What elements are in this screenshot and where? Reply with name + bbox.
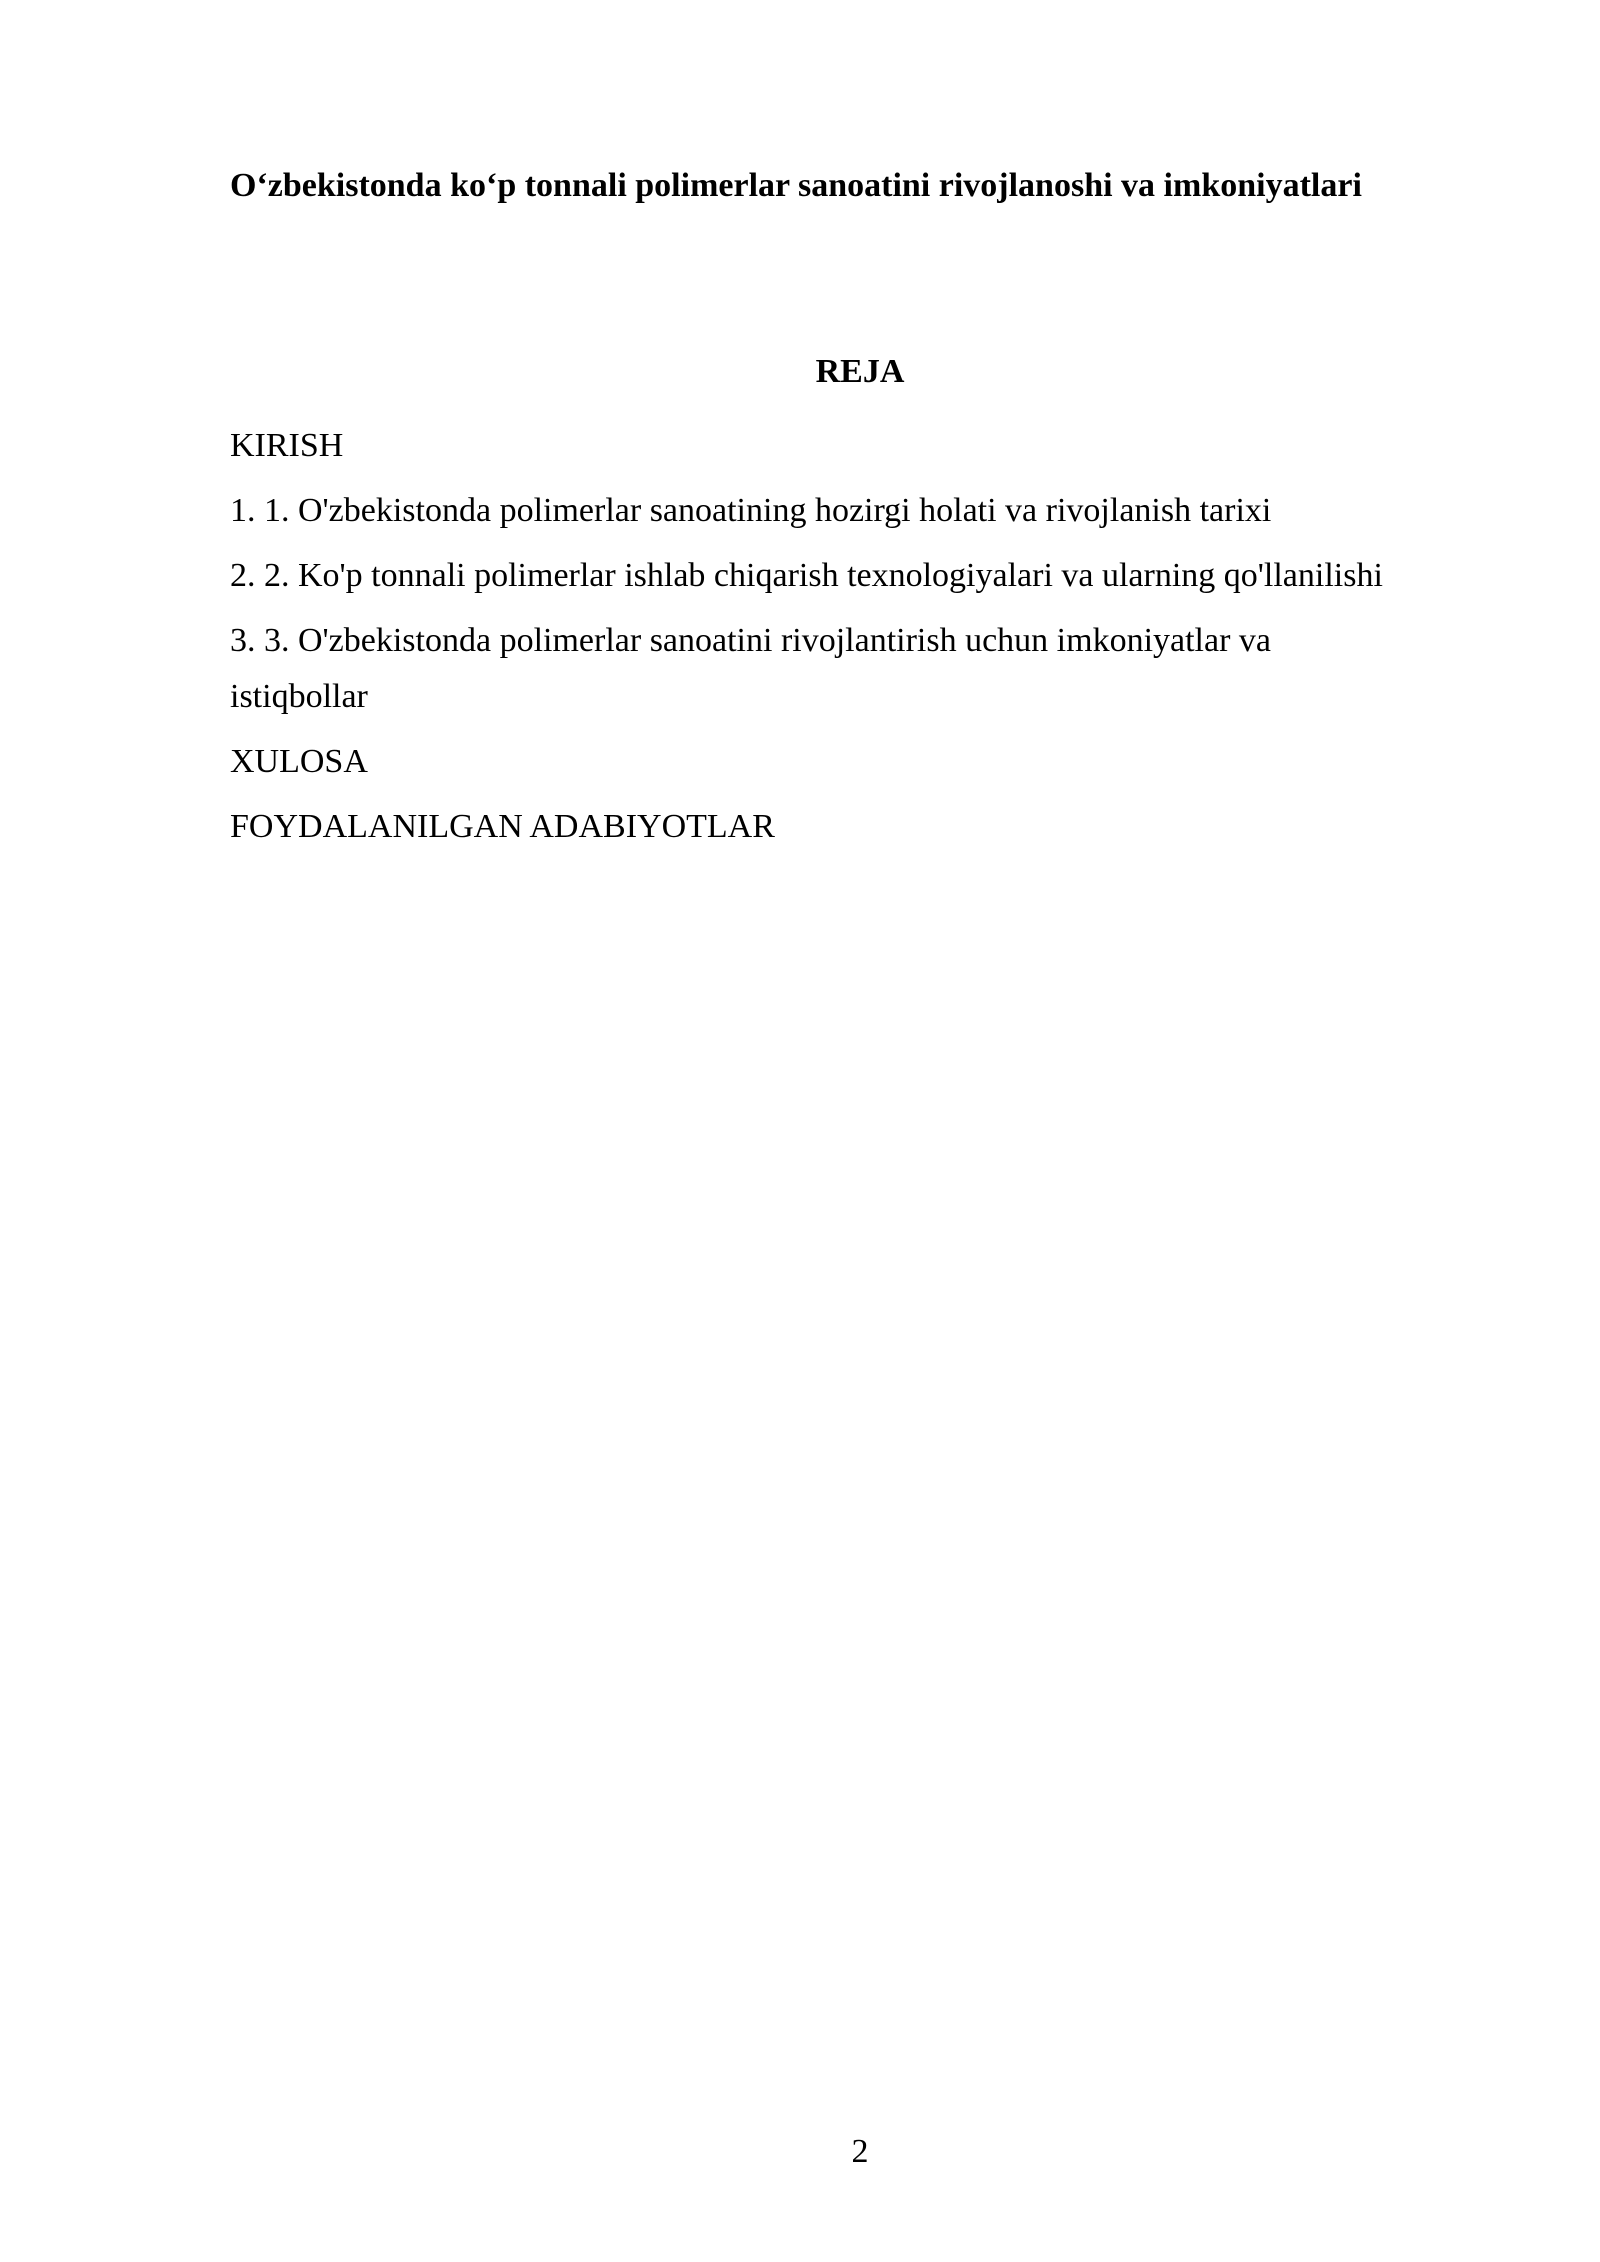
toc-item-chapter-3: 3. 3. O'zbekistonda polimerlar sanoatini rivojlantirish uchun imkoniyatlar va istiqbollar: [230, 622, 1272, 715]
toc-item-chapter-1: 1. 1. O'zbekistonda polimerlar sanoatining hozirgi holati va rivojlanish tarixi: [230, 492, 1272, 529]
toc-item-introduction: KIRISH: [230, 427, 344, 464]
plan-heading: REJA: [815, 353, 905, 390]
document-title: O‘zbekistonda ko‘p tonnali polimerlar sanoatini rivojlanoshi va imkoniyatlari: [230, 167, 1362, 204]
toc-item-chapter-2: 2. 2. Ko'p tonnali polimerlar ishlab chiqarish texnologiyalari va ularning qo'llanilishi: [230, 557, 1383, 594]
toc-item-references: FOYDALANILGAN ADABIYOTLAR: [230, 808, 775, 845]
table-of-contents: [230, 418, 1410, 864]
toc-item-conclusion: XULOSA: [230, 743, 368, 780]
page-number: 2: [851, 2133, 869, 2170]
